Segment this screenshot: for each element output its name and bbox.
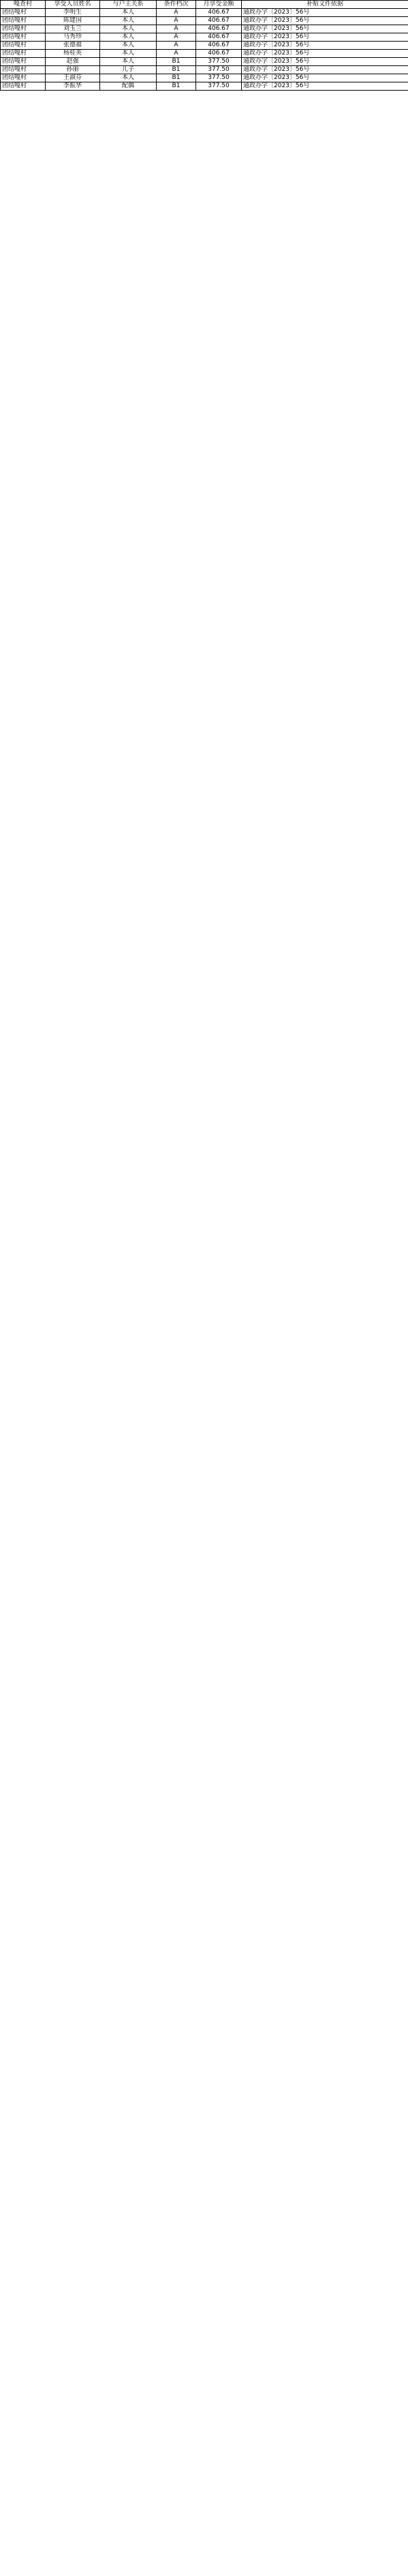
cell-amount: 406.67 [196,42,242,50]
cell-document: 通政办字〔2023〕56号 [242,17,408,25]
table-row [1,50,408,58]
cell-grade: A [157,50,196,58]
cell-village: 团结嘎村 [1,9,46,17]
cell-relation: 本人 [100,42,157,50]
cell-name: 张德福 [46,42,100,50]
cell-amount: 406.67 [196,25,242,33]
cell-village: 团结嘎村 [1,25,46,33]
cell-document: 通政办字〔2023〕56号 [242,50,408,58]
cell-name: 李明生 [46,9,100,17]
cell-amount: 377.50 [196,74,242,82]
table-body [1,9,408,91]
cell-document: 通政办字〔2023〕56号 [242,9,408,17]
cell-grade: A [157,9,196,17]
table-row [1,82,408,91]
cell-name: 孙丽 [46,66,100,74]
cell-amount: 377.50 [196,58,242,66]
cell-document: 通政办字〔2023〕56号 [242,42,408,50]
table-row [1,9,408,17]
cell-grade: A [157,25,196,33]
cell-relation: 本人 [100,74,157,82]
cell-village: 团结嘎村 [1,82,46,91]
cell-amount: 406.67 [196,9,242,17]
cell-grade: B1 [157,74,196,82]
cell-relation: 本人 [100,58,157,66]
cell-name: 赵强 [46,58,100,66]
header-grade: 条件档次 [157,1,196,9]
cell-village: 团结嘎村 [1,42,46,50]
cell-relation: 儿子 [100,66,157,74]
table-row [1,58,408,66]
cell-name: 马秀珍 [46,33,100,42]
cell-document: 通政办字〔2023〕56号 [242,66,408,74]
cell-name: 李振华 [46,82,100,91]
cell-document: 通政办字〔2023〕56号 [242,25,408,33]
header-relation: 与户主关系 [100,1,157,9]
cell-relation: 本人 [100,17,157,25]
cell-document: 通政办字〔2023〕56号 [242,33,408,42]
cell-village: 团结嘎村 [1,33,46,42]
cell-relation: 配偶 [100,82,157,91]
cell-grade: A [157,33,196,42]
cell-amount: 406.67 [196,50,242,58]
header-name: 享受人员姓名 [46,1,100,9]
header-document: 补贴文件依据 [242,1,408,9]
cell-relation: 本人 [100,33,157,42]
table-row [1,66,408,74]
cell-relation: 本人 [100,50,157,58]
cell-document: 通政办字〔2023〕56号 [242,58,408,66]
header-village: 嘎查村 [1,1,46,9]
cell-document: 通政办字〔2023〕56号 [242,82,408,91]
cell-grade: A [157,17,196,25]
cell-amount: 377.50 [196,66,242,74]
cell-village: 团结嘎村 [1,66,46,74]
cell-village: 团结嘎村 [1,74,46,82]
cell-village: 团结嘎村 [1,58,46,66]
table-row [1,33,408,42]
cell-name: 王淑芬 [46,74,100,82]
header-row [1,1,408,9]
cell-village: 团结嘎村 [1,50,46,58]
cell-village: 团结嘎村 [1,17,46,25]
cell-grade: B1 [157,82,196,91]
cell-relation: 本人 [100,9,157,17]
table-row [1,25,408,33]
cell-grade: B1 [157,58,196,66]
table-row [1,74,408,82]
cell-grade: B1 [157,66,196,74]
cell-relation: 本人 [100,25,157,33]
subsidy-table [0,0,408,91]
table-row [1,42,408,50]
cell-document: 通政办字〔2023〕56号 [242,74,408,82]
cell-name: 杨桂英 [46,50,100,58]
cell-name: 陈建国 [46,17,100,25]
table-row [1,17,408,25]
cell-amount: 406.67 [196,33,242,42]
cell-amount: 377.50 [196,82,242,91]
cell-amount: 406.67 [196,17,242,25]
cell-grade: A [157,42,196,50]
cell-name: 刘玉兰 [46,25,100,33]
header-amount: 月享受金额 [196,1,242,9]
